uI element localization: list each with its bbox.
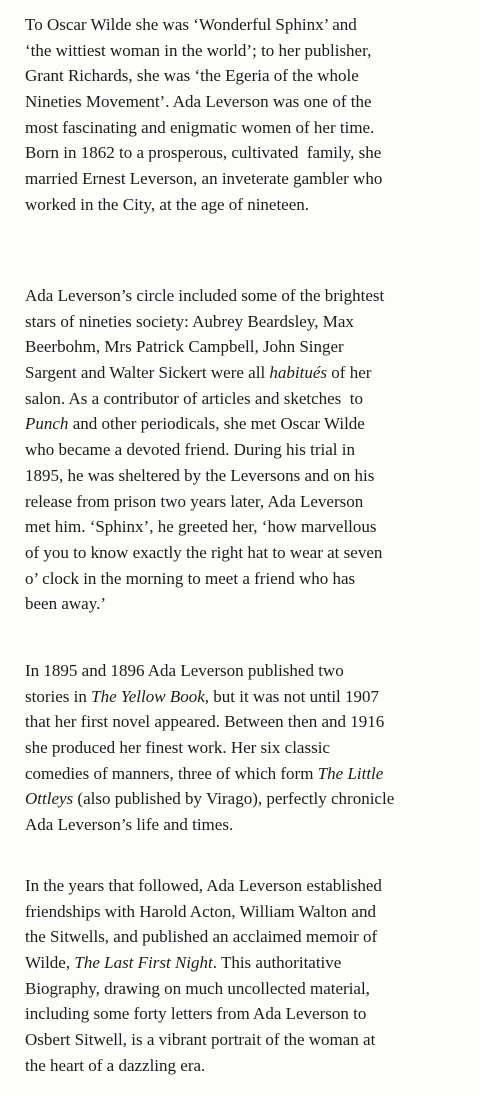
text-run: ‘the wittiest woman in the world’; to her publisher, (25, 40, 372, 60)
text-line (25, 1001, 480, 1027)
text-run: she produced her finest work. Her six classic (25, 738, 330, 758)
text-line (25, 899, 480, 925)
text-run: 1895, he was sheltered by the Leversons and on his (25, 465, 375, 485)
text-line (25, 283, 480, 309)
text-line (25, 1027, 480, 1053)
text-run: comedies of manners, three of which form (25, 763, 318, 783)
text-line (25, 786, 480, 812)
text-line (25, 591, 480, 617)
text-line (25, 684, 480, 710)
text-run: In the years that followed, Ada Leverson established (25, 876, 382, 895)
text-line (25, 12, 480, 38)
text-run: Osbert Sitwell, is a vibrant portrait of the woman at (25, 1030, 376, 1050)
text-line (25, 360, 480, 386)
text-run: the heart of a dazzling era. (25, 1055, 206, 1075)
text-line (25, 950, 480, 976)
text-run: Ada Leverson’s life and times. (25, 815, 234, 835)
text-line (25, 1053, 480, 1079)
text-run: Beerbohm, Mrs Patrick Campbell, John Singer (25, 337, 344, 357)
italic-text: habitués (269, 363, 328, 383)
paragraph-4 (25, 873, 480, 1079)
text-run: Grant Richards, she was ‘the Egeria of the whole (25, 66, 359, 86)
text-run: . This authoritative (212, 953, 342, 973)
text-line (25, 489, 480, 515)
text-line (25, 540, 480, 566)
text-line (25, 735, 480, 761)
text-line (25, 514, 480, 540)
text-run: Nineties Movement’. Ada Leverson was one of the (25, 92, 372, 112)
italic-text: The Little (317, 763, 384, 783)
text-line (25, 873, 480, 899)
text-line (25, 140, 480, 166)
italic-text: The Last First Night (74, 953, 213, 973)
text-line (25, 761, 480, 787)
text-line (25, 38, 480, 64)
italic-text: The Yellow Book (91, 686, 205, 706)
text-run: been away.’ (25, 594, 107, 614)
text-run: most fascinating and enigmatic women of her time. (25, 117, 375, 137)
text-line (25, 309, 480, 335)
text-run: Sargent and Walter Sickert were all (25, 363, 270, 383)
paragraph-3 (25, 658, 480, 838)
text-line (25, 437, 480, 463)
text-run: In 1895 and 1896 Ada Leverson published two (25, 661, 344, 680)
text-line (25, 334, 480, 360)
text-run: (also published by Virago), perfectly chronicle (73, 789, 395, 809)
text-run: that her first novel appeared. Between then and 1916 (25, 712, 385, 732)
text-run: who became a devoted friend. During his trial in (25, 440, 355, 460)
text-line (25, 566, 480, 592)
text-run: Ada Leverson’s circle included some of the brightest (25, 286, 385, 305)
text-run: stories in (25, 686, 92, 706)
text-line (25, 63, 480, 89)
text-run: salon. As a contributor of articles and sketches to (25, 388, 364, 408)
text-run: married Ernest Leverson, an inveterate gambler who (25, 169, 383, 189)
text-run: release from prison two years later, Ada Leverson (25, 491, 364, 511)
text-line (25, 658, 480, 684)
text-run: friendships with Harold Acton, William Walton and (25, 901, 376, 921)
text-line (25, 976, 480, 1002)
text-line (25, 192, 480, 218)
text-line (25, 924, 480, 950)
paragraph-1 (25, 12, 480, 218)
text-run: and other periodicals, she met Oscar Wilde (68, 414, 365, 434)
text-run: including some forty letters from Ada Leverson to (25, 1004, 367, 1024)
text-line (25, 386, 480, 412)
text-run: o’ clock in the morning to meet a friend who has (25, 568, 356, 588)
text-line (25, 463, 480, 489)
text-line (25, 709, 480, 735)
text-run: Born in 1862 to a prosperous, cultivated family, she (25, 143, 382, 163)
text-run: Wilde, (25, 953, 75, 973)
text-run: , but it was not until 1907 (204, 686, 380, 706)
text-run: of her (327, 363, 372, 383)
text-run: stars of nineties society: Aubrey Beardsley, Max (25, 311, 354, 331)
text-run: To Oscar Wilde she was ‘Wonderful Sphinx’ and (25, 15, 357, 34)
italic-text: Ottleys (25, 789, 74, 809)
italic-text: Punch (25, 414, 69, 434)
text-run: of you to know exactly the right hat to wear at seven (25, 542, 383, 562)
text-line (25, 812, 480, 838)
text-line (25, 166, 480, 192)
text-run: met him. ‘Sphinx’, he greeted her, ‘how marvellous (25, 517, 377, 537)
text-line (25, 411, 480, 437)
paragraph-2 (25, 283, 480, 617)
text-line (25, 89, 480, 115)
text-run: the Sitwells, and published an acclaimed memoir of (25, 927, 378, 947)
text-run: Biography, drawing on much uncollected material, (25, 978, 370, 998)
text-run: worked in the City, at the age of nineteen. (25, 194, 310, 214)
text-line (25, 115, 480, 141)
